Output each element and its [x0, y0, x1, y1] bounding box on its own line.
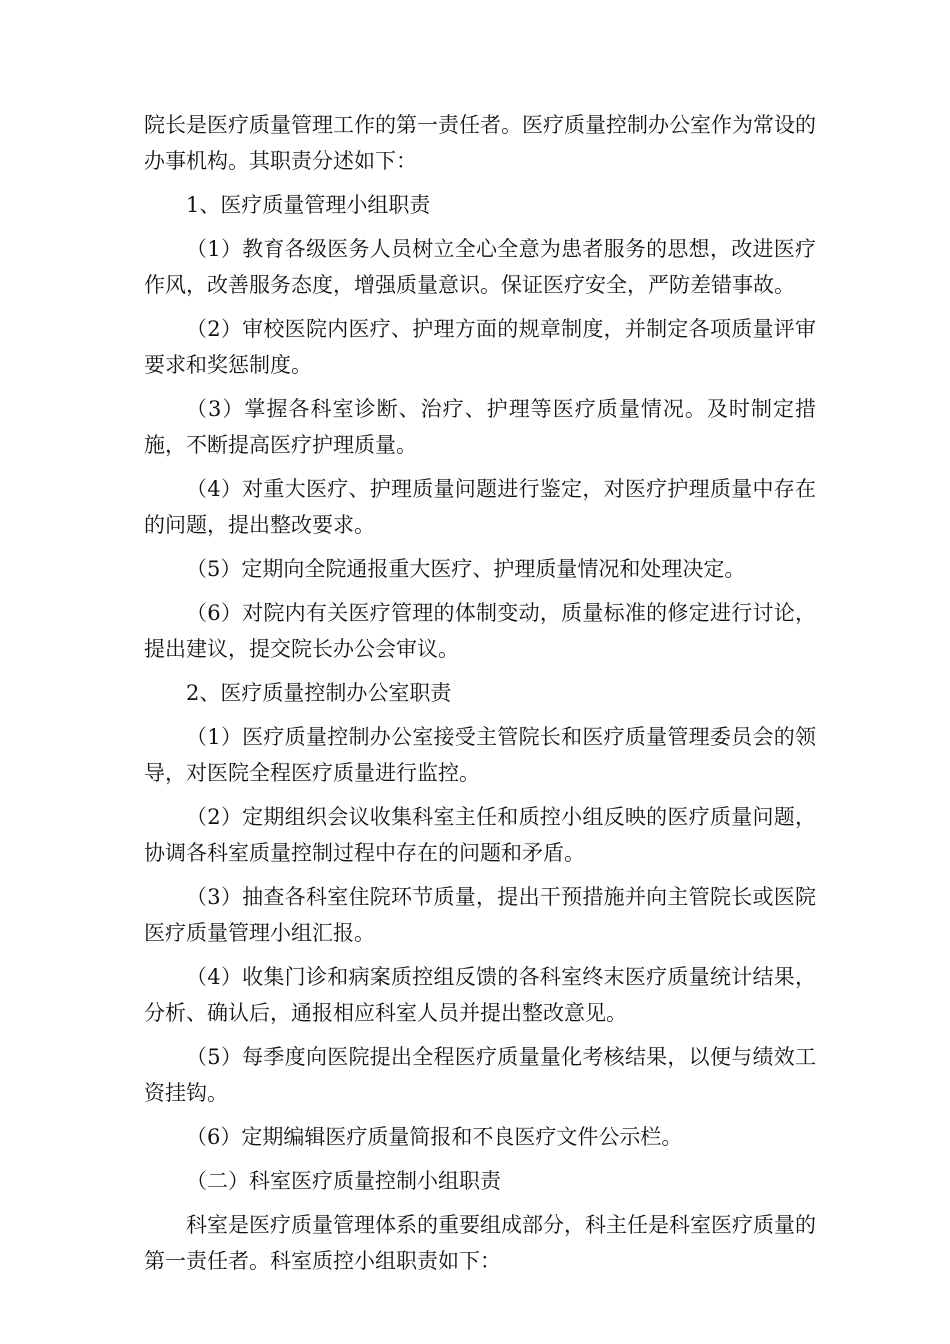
heading-quality-management-group: 1、医疗质量管理小组职责 — [186, 193, 431, 217]
paragraph-item: （2）审校医院内医疗、护理方面的规章制度，并制定各项质量评审要求和奖惩制度。 — [144, 317, 816, 377]
paragraph-department-intro: 科室是医疗质量管理体系的重要组成部分，科主任是科室医疗质量的第一责任者。科室质控小组职责如下： — [144, 1213, 816, 1273]
paragraph-item: （6）定期编辑医疗质量简报和不良医疗文件公示栏。 — [186, 1125, 683, 1149]
paragraph-item: （3）抽查各科室住院环节质量，提出干预措施并向主管院长或医院医疗质量管理小组汇报。 — [144, 885, 816, 945]
paragraph-item: （4）对重大医疗、护理质量问题进行鉴定，对医疗护理质量中存在的问题，提出整改要求。 — [144, 477, 816, 537]
paragraph-item: （5）每季度向医院提出全程医疗质量量化考核结果，以便与绩效工资挂钩。 — [144, 1045, 816, 1105]
paragraph-item: （1）教育各级医务人员树立全心全意为患者服务的思想，改进医疗作风，改善服务态度，增强质量意识。保证医疗安全，严防差错事故。 — [144, 237, 816, 297]
paragraph-item: （4）收集门诊和病案质控组反馈的各科室终末医疗质量统计结果，分析、确认后，通报相应科室人员并提出整改意见。 — [144, 965, 816, 1025]
paragraph-item: （5）定期向全院通报重大医疗、护理质量情况和处理决定。 — [186, 557, 746, 581]
paragraph-item: （1）医疗质量控制办公室接受主管院长和医疗质量管理委员会的领导，对医院全程医疗质量进行监控。 — [144, 725, 816, 785]
paragraph-item: （3）掌握各科室诊断、治疗、护理等医疗质量情况。及时制定措施，不断提高医疗护理质量。 — [144, 397, 816, 457]
heading-department-quality-group: （二）科室医疗质量控制小组职责 — [186, 1169, 501, 1193]
document-body — [144, 107, 816, 1287]
paragraph-item: （2）定期组织会议收集科室主任和质控小组反映的医疗质量问题，协调各科室质量控制过程中存在的问题和矛盾。 — [144, 805, 816, 865]
paragraph-item: （6）对院内有关医疗管理的体制变动，质量标准的修定进行讨论，提出建议，提交院长办公会审议。 — [144, 601, 816, 661]
heading-quality-control-office: 2、医疗质量控制办公室职责 — [186, 681, 452, 705]
paragraph-intro: 院长是医疗质量管理工作的第一责任者。医疗质量控制办公室作为常设的办事机构。其职责分述如下： — [144, 113, 816, 173]
